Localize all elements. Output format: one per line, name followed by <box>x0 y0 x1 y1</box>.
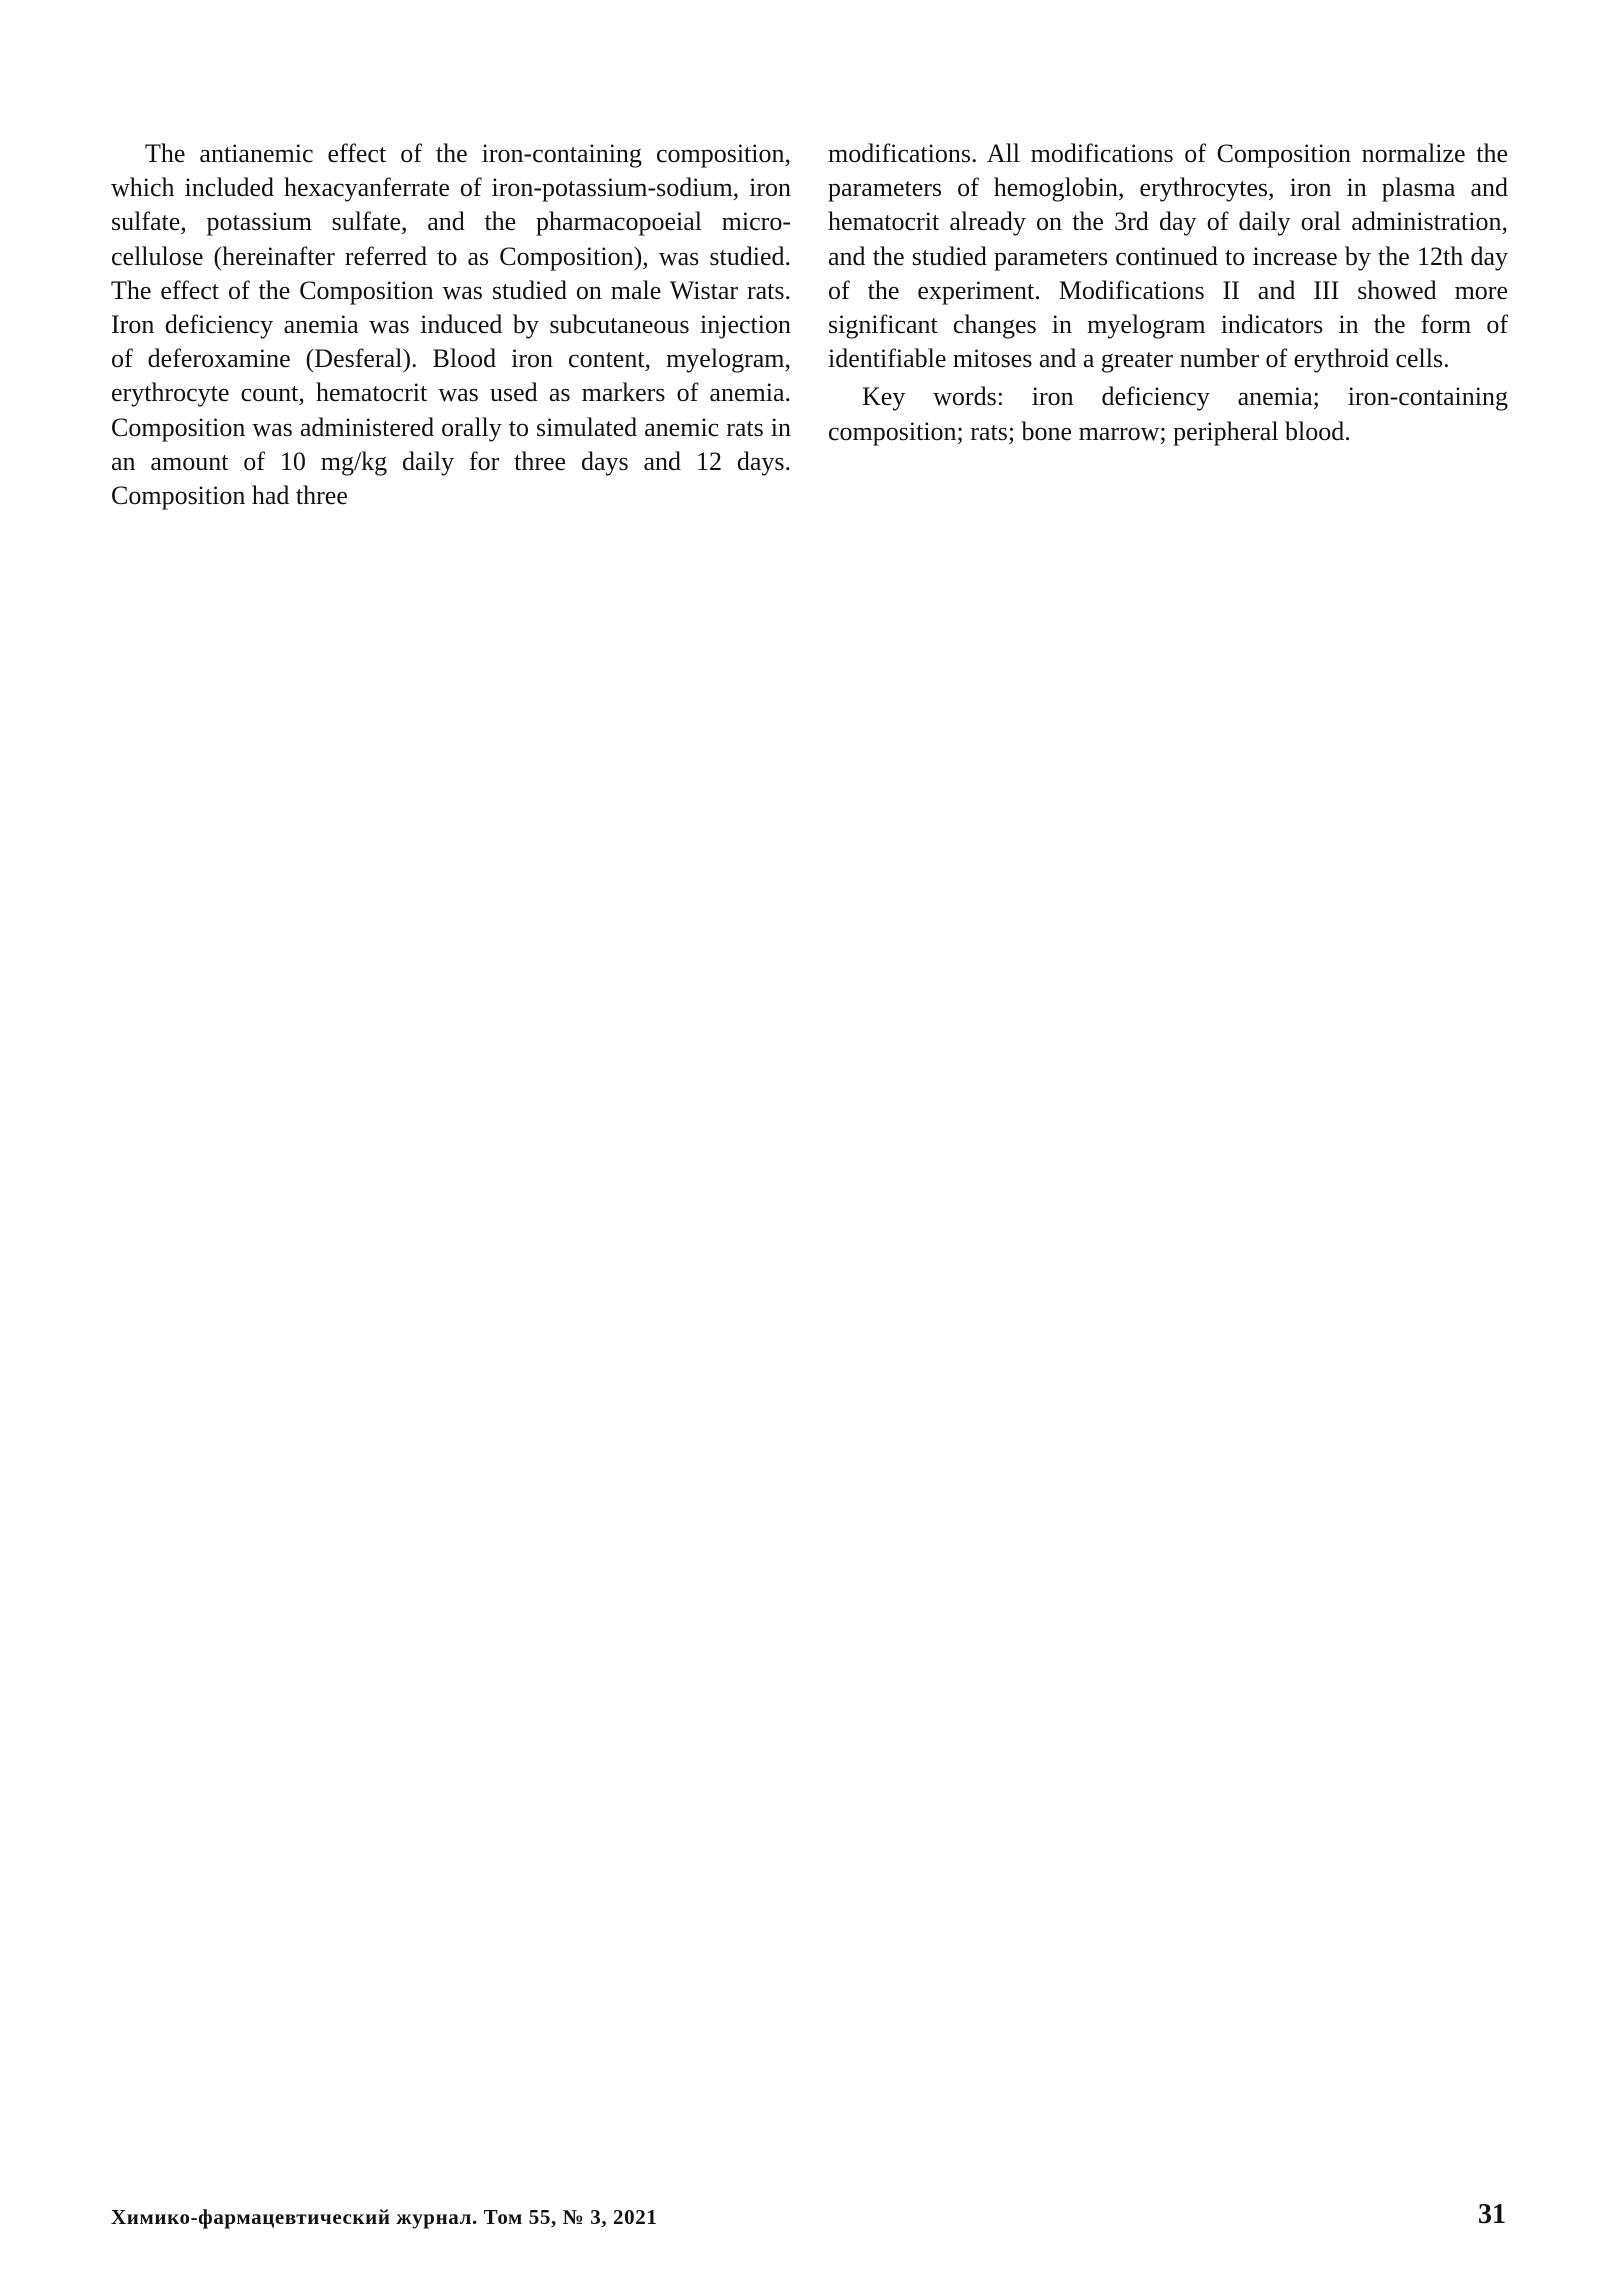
abstract-left-column <box>111 137 791 513</box>
journal-citation: Химико-фармацевтический журнал. Том 55, № 3, 2021 <box>111 2205 658 2229</box>
abstract-right-column <box>828 137 1508 449</box>
keywords: Key words: iron deficiency anemia; iron-containing composition; rats; bone marrow; peripheral blood. <box>828 382 1508 446</box>
abstract-paragraph-continuation: modifications. All modifications of Composition normalize the parameters of hemoglobin, erythrocytes, iron in plasma and hematocrit already on the 3rd day of daily oral administration, and the studied parameters continued to increase by the 12th day of the experiment. Modifications II and III showed more significant changes in myelogram indicators in the form of identifiable mitoses and a greater number of erythroid cells. <box>828 139 1508 374</box>
page-number: 31 <box>1478 2199 1506 2230</box>
page-footer <box>111 2199 1506 2235</box>
abstract-paragraph: The antianemic effect of the iron-containing composition, which included hexacyanferrate of iron-potassium-sodium, iron sulfate, potassium sulfate, and the pharmacopoeial micro-cellulose (hereinafter referred to as Composition), was studied. The effect of the Composition was studied on male Wistar rats. Iron deficiency anemia was induced by subcutaneous injection of deferoxamine (Desferal). Blood iron content, myelogram, erythrocyte count, hematocrit was used as markers of anemia. Composition was administered orally to simulated anemic rats in an amount of 10 mg/kg daily for three days and 12 days. Composition had three <box>111 139 791 511</box>
